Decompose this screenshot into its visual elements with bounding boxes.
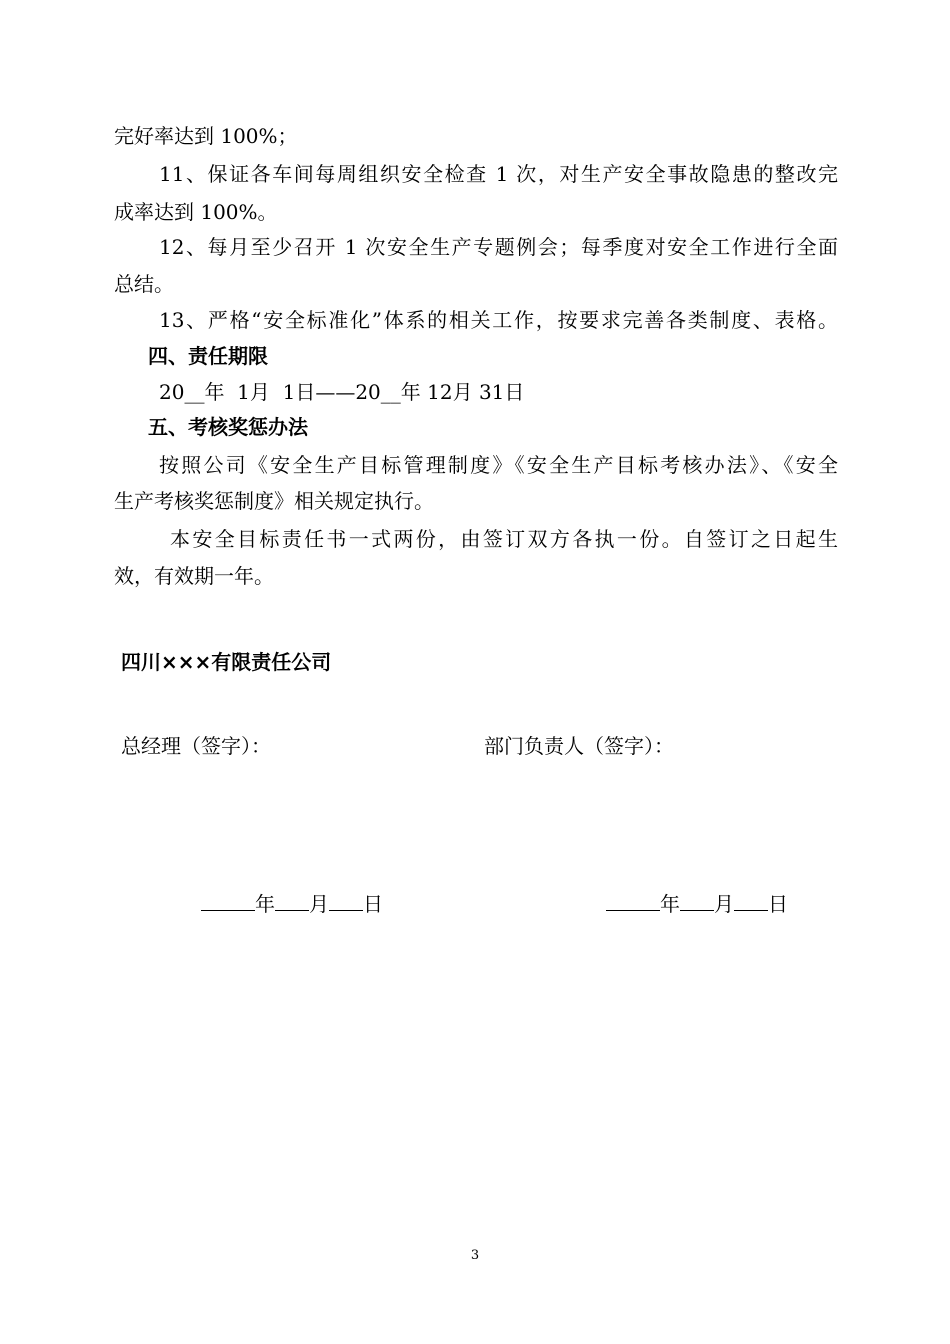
year-char: 年: [660, 892, 680, 916]
year-blank: [201, 888, 255, 911]
month-char: 月: [714, 892, 734, 916]
section-4-heading: 四、责任期限: [148, 344, 268, 368]
month-blank: [680, 888, 714, 911]
department-head-signature-label: 部门负责人（签字）：: [484, 734, 674, 758]
section-5-heading: 五、考核奖惩办法: [148, 415, 308, 439]
year-blank: [606, 888, 660, 911]
page-number: 3: [470, 1248, 480, 1263]
closing-line-1: 本安全目标责任书一式两份，由签订双方各执一份。自签订之日起生: [170, 527, 838, 551]
text-line-section5-2: 生产考核奖惩制度》相关规定执行。: [114, 489, 434, 513]
text-line-section5-1: 按照公司《安全生产目标管理制度》《安全生产目标考核办法》、《安全: [159, 453, 838, 477]
day-char: 日: [363, 892, 383, 916]
closing-line-2: 效，有效期一年。: [114, 564, 274, 588]
day-blank: [734, 888, 768, 911]
text-line-4: 12、每月至少召开 1 次安全生产专题例会；每季度对安全工作进行全面: [159, 235, 838, 259]
text-line-1: 完好率达到 100%；: [114, 124, 298, 148]
year-char: 年: [255, 892, 275, 916]
general-manager-signature-label: 总经理（签字）：: [121, 734, 271, 758]
day-char: 日: [768, 892, 788, 916]
day-blank: [329, 888, 363, 911]
text-line-2: 11、保证各车间每周组织安全检查 1 次，对生产安全事故隐患的整改完: [159, 162, 838, 186]
text-line-6: 13、严格“安全标准化”体系的相关工作，按要求完善各类制度、表格。: [159, 308, 838, 332]
right-date-line: [606, 887, 788, 921]
responsibility-period: 20__年 1月 1日——20__年 12月 31日: [159, 380, 525, 404]
text-line-3: 成率达到 100%。: [114, 200, 278, 224]
company-name: 四川×××有限责任公司: [121, 650, 332, 674]
text-line-5: 总结。: [114, 272, 174, 296]
left-date-line: [201, 887, 383, 921]
month-char: 月: [309, 892, 329, 916]
month-blank: [275, 888, 309, 911]
